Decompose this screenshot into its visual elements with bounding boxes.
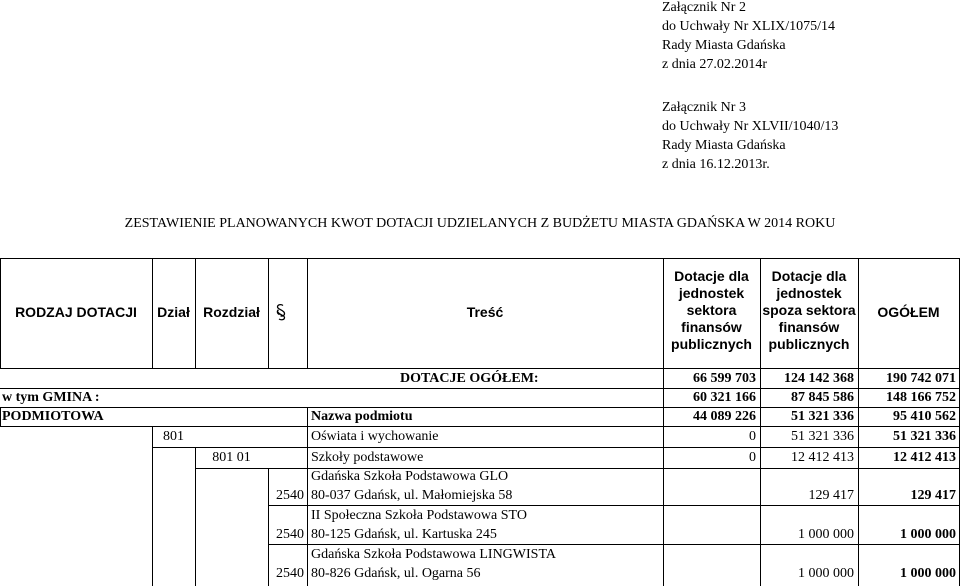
annex-header-1-line: do Uchwały Nr XLIX/1075/14 (662, 19, 836, 34)
total-spoza: 124 142 368 (784, 371, 854, 386)
col-header-sektor-line: publicznych (671, 336, 752, 352)
col-header-spoza-line: spoza sektora (762, 302, 856, 318)
col-header-spoza-line: finansów (778, 319, 840, 335)
col-header-spoza-line: jednostek (776, 285, 842, 301)
dzial-spoza: 51 321 336 (791, 429, 854, 444)
col-header-sektor-line: jednostek (678, 285, 745, 301)
total-label: DOTACJE OGÓŁEM: (400, 371, 539, 386)
rozdzial-ogolem: 12 412 413 (893, 450, 956, 465)
col-header-dzial: Dział (157, 304, 190, 320)
annex-header-1-line: Rady Miasta Gdańska (662, 38, 786, 53)
entry-name: II Społeczna Szkoła Podstawowa STO (311, 508, 527, 523)
dzial-sektor: 0 (749, 429, 756, 444)
entry-paragraf: 2540 (276, 566, 304, 581)
annex-header-2-line: z dnia 16.12.2013r. (662, 157, 770, 172)
annex-header-1 (662, 0, 835, 74)
podmiot-label: PODMIOTOWA (2, 409, 104, 424)
entry-paragraf: 2540 (276, 527, 304, 542)
gmina-ogolem: 148 166 752 (886, 390, 956, 405)
col-header-sektor (663, 268, 760, 353)
podmiot-ogolem: 95 410 562 (893, 409, 956, 424)
dzial-ogolem: 51 321 336 (893, 429, 956, 444)
gmina-sektor: 60 321 166 (693, 390, 756, 405)
gmina-spoza: 87 845 586 (791, 390, 854, 405)
entry-paragraf: 2540 (276, 488, 304, 503)
podmiot-spoza: 51 321 336 (791, 409, 854, 424)
col-header-ogolem: OGÓŁEM (877, 304, 940, 320)
annex-header-1-line: z dnia 27.02.2014r (662, 57, 767, 72)
annex-header-2 (662, 98, 838, 174)
entry-spoza: 129 417 (808, 488, 854, 503)
podmiot-sektor: 44 089 226 (693, 409, 756, 424)
col-header-rozdzial: Rozdział (203, 304, 260, 320)
rozdzial-spoza: 12 412 413 (791, 450, 854, 465)
dzial-tresc: Oświata i wychowanie (311, 429, 439, 444)
paragraph-sign-icon (275, 303, 287, 321)
col-header-spoza-line: publicznych (768, 336, 850, 352)
annex-header-2-line: do Uchwały Nr XLVII/1040/13 (662, 119, 839, 134)
annex-header-1-line: Załącznik Nr 2 (662, 0, 746, 15)
entry-address: 80-125 Gdańsk, ul. Kartuska 245 (311, 527, 497, 542)
rozdzial-sektor: 0 (749, 450, 756, 465)
dzial-code: 801 (163, 429, 184, 444)
entry-spoza: 1 000 000 (798, 566, 854, 581)
rozdzial-tresc: Szkoły podstawowe (311, 450, 424, 465)
rozdzial-code: 801 01 (212, 450, 251, 465)
total-sektor: 66 599 703 (693, 371, 756, 386)
col-header-sektor-line: Dotacje dla (674, 268, 749, 284)
entry-address: 80-826 Gdańsk, ul. Ogarna 56 (311, 566, 481, 581)
podmiot-tresc: Nazwa podmiotu (311, 409, 413, 424)
col-header-sektor-line: sektora (686, 302, 737, 318)
col-header-sektor-line: finansów (681, 319, 742, 335)
col-header-rodzaj: RODZAJ DOTACJI (15, 304, 137, 320)
annex-header-2-line: Rady Miasta Gdańska (662, 138, 786, 153)
total-ogolem: 190 742 071 (886, 371, 956, 386)
entry-address: 80-037 Gdańsk, ul. Małomiejska 58 (311, 488, 513, 503)
entry-ogolem: 1 000 000 (900, 566, 956, 581)
gmina-label: w tym GMINA : (2, 390, 100, 405)
document-title: ZESTAWIENIE PLANOWANYCH KWOT DOTACJI UDZIELANYCH Z BUDŻETU MIASTA GDAŃSKA W 2014 ROKU (124, 216, 836, 231)
entry-name: Gdańska Szkoła Podstawowa LINGWISTA (311, 547, 556, 562)
entry-spoza: 1 000 000 (798, 527, 854, 542)
entry-name: Gdańska Szkoła Podstawowa GLO (311, 469, 509, 484)
entry-ogolem: 129 417 (910, 488, 956, 503)
col-header-spoza (760, 268, 858, 353)
entry-ogolem: 1 000 000 (900, 527, 956, 542)
annex-header-2-line: Załącznik Nr 3 (662, 100, 746, 115)
col-header-spoza-line: Dotacje dla (771, 268, 847, 284)
col-header-tresc: Treść (466, 304, 504, 320)
